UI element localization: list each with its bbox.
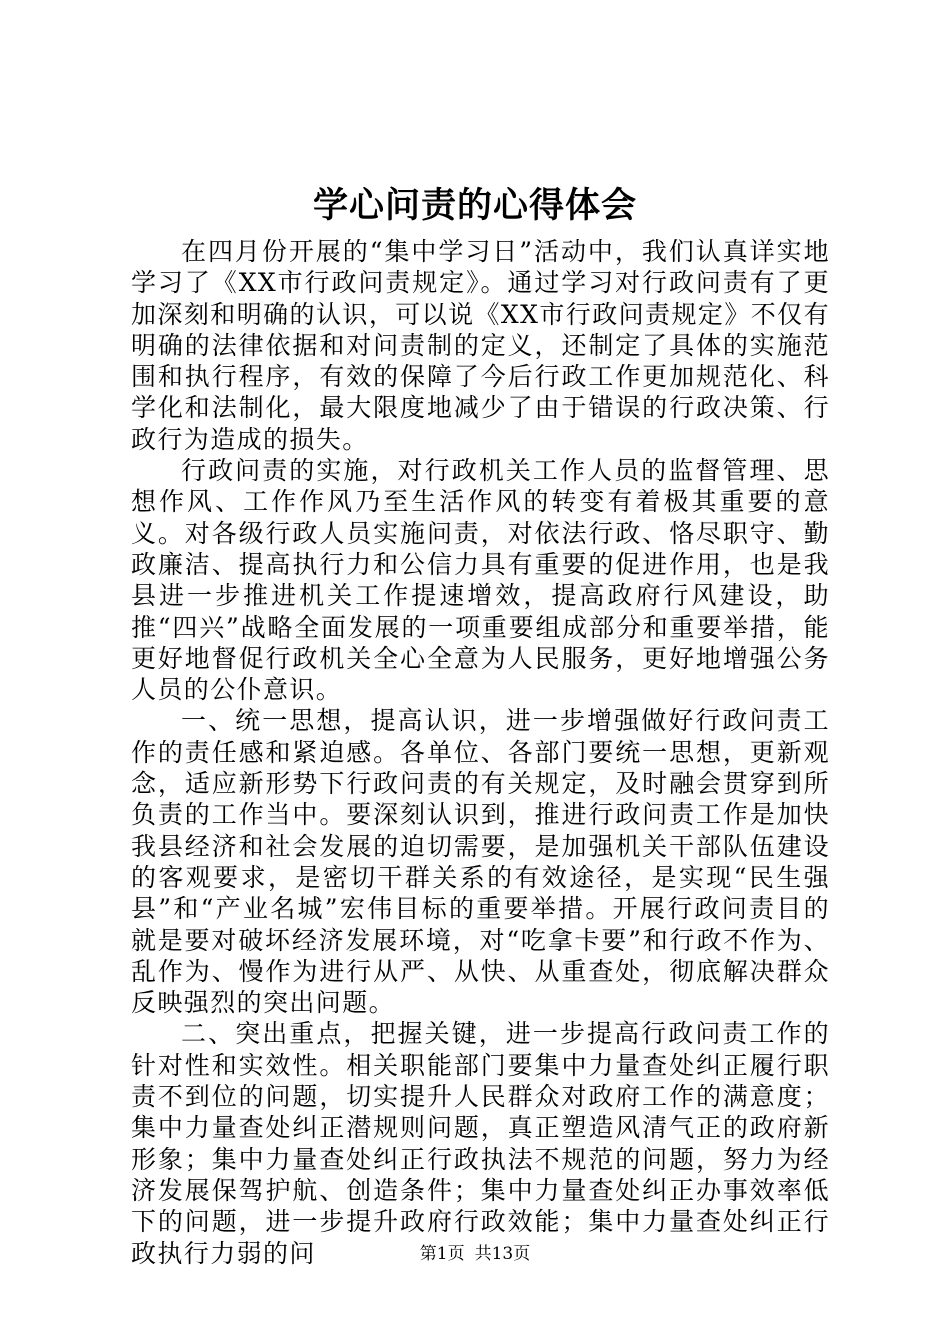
paragraph-3: 一、统一思想，提高认识，进一步增强做好行政问责工作的责任感和紧迫感。各单位、各部门要统一思想，更新观念，适应新形势下行政问责的有关规定，及时融会贯穿到所负责的工作当中。要深刻认识到，推进行政问责工作是加快我县经济和社会发展的迫切需要，是加强机关干部队伍建设的客观要求，是密切干群关系的有效途径，是实现“民生强县”和“产业名城”宏伟目标的重要举措。开展行政问责目的就是要对破坏经济发展环境，对“吃拿卡要”和行政不作为、乱作为、慢作为进行从严、从快、从重查处，彻底解决群众反映强烈的突出问题。 — [131, 706, 830, 1018]
paragraph-2: 行政问责的实施，对行政机关工作人员的监督管理、思想作风、工作作风乃至生活作风的转变有着极其重要的意义。对各级行政人员实施问责，对依法行政、恪尽职守、勤政廉洁、提高执行力和公信力具有重要的促进作用，也是我县进一步推进机关工作提速增效，提高政府行风建设，助推“四兴”战略全面发展的一项重要组成部分和重要举措，能更好地督促行政机关全心全意为人民服务，更好地增强公务人员的公仆意识。 — [131, 456, 830, 705]
paragraph-4: 二、突出重点，把握关键，进一步提高行政问责工作的针对性和实效性。相关职能部门要集中力量查处纠正履行职责不到位的问题，切实提升人民群众对政府工作的满意度；集中力量查处纠正潜规则问题，真正塑造风清气正的政府新形象；集中力量查处纠正行政执法不规范的问题，努力为经济发展保驾护航、创造条件；集中力量查处纠正办事效率低下的问题，进一步提升政府行政效能；集中力量查处纠正行政执行力弱的问 — [131, 1019, 830, 1268]
document-body — [131, 236, 830, 1269]
page-number: 第1页 — [419, 1244, 465, 1264]
page-footer — [0, 1243, 950, 1265]
document-title: 学心问责的心得体会 — [312, 185, 637, 226]
page-total: 共13页 — [474, 1244, 531, 1264]
paragraph-1: 在四月份开展的“集中学习日”活动中，我们认真详实地学习了《XX市行政问责规定》。通过学习对行政问责有了更加深刻和明确的认识，可以说《XX市行政问责规定》不仅有明确的法律依据和对问责制的定义，还制定了具体的实施范围和执行程序，有效的保障了今后行政工作更加规范化、科学化和法制化，最大限度地减少了由于错误的行政决策、行政行为造成的损失。 — [131, 237, 830, 454]
